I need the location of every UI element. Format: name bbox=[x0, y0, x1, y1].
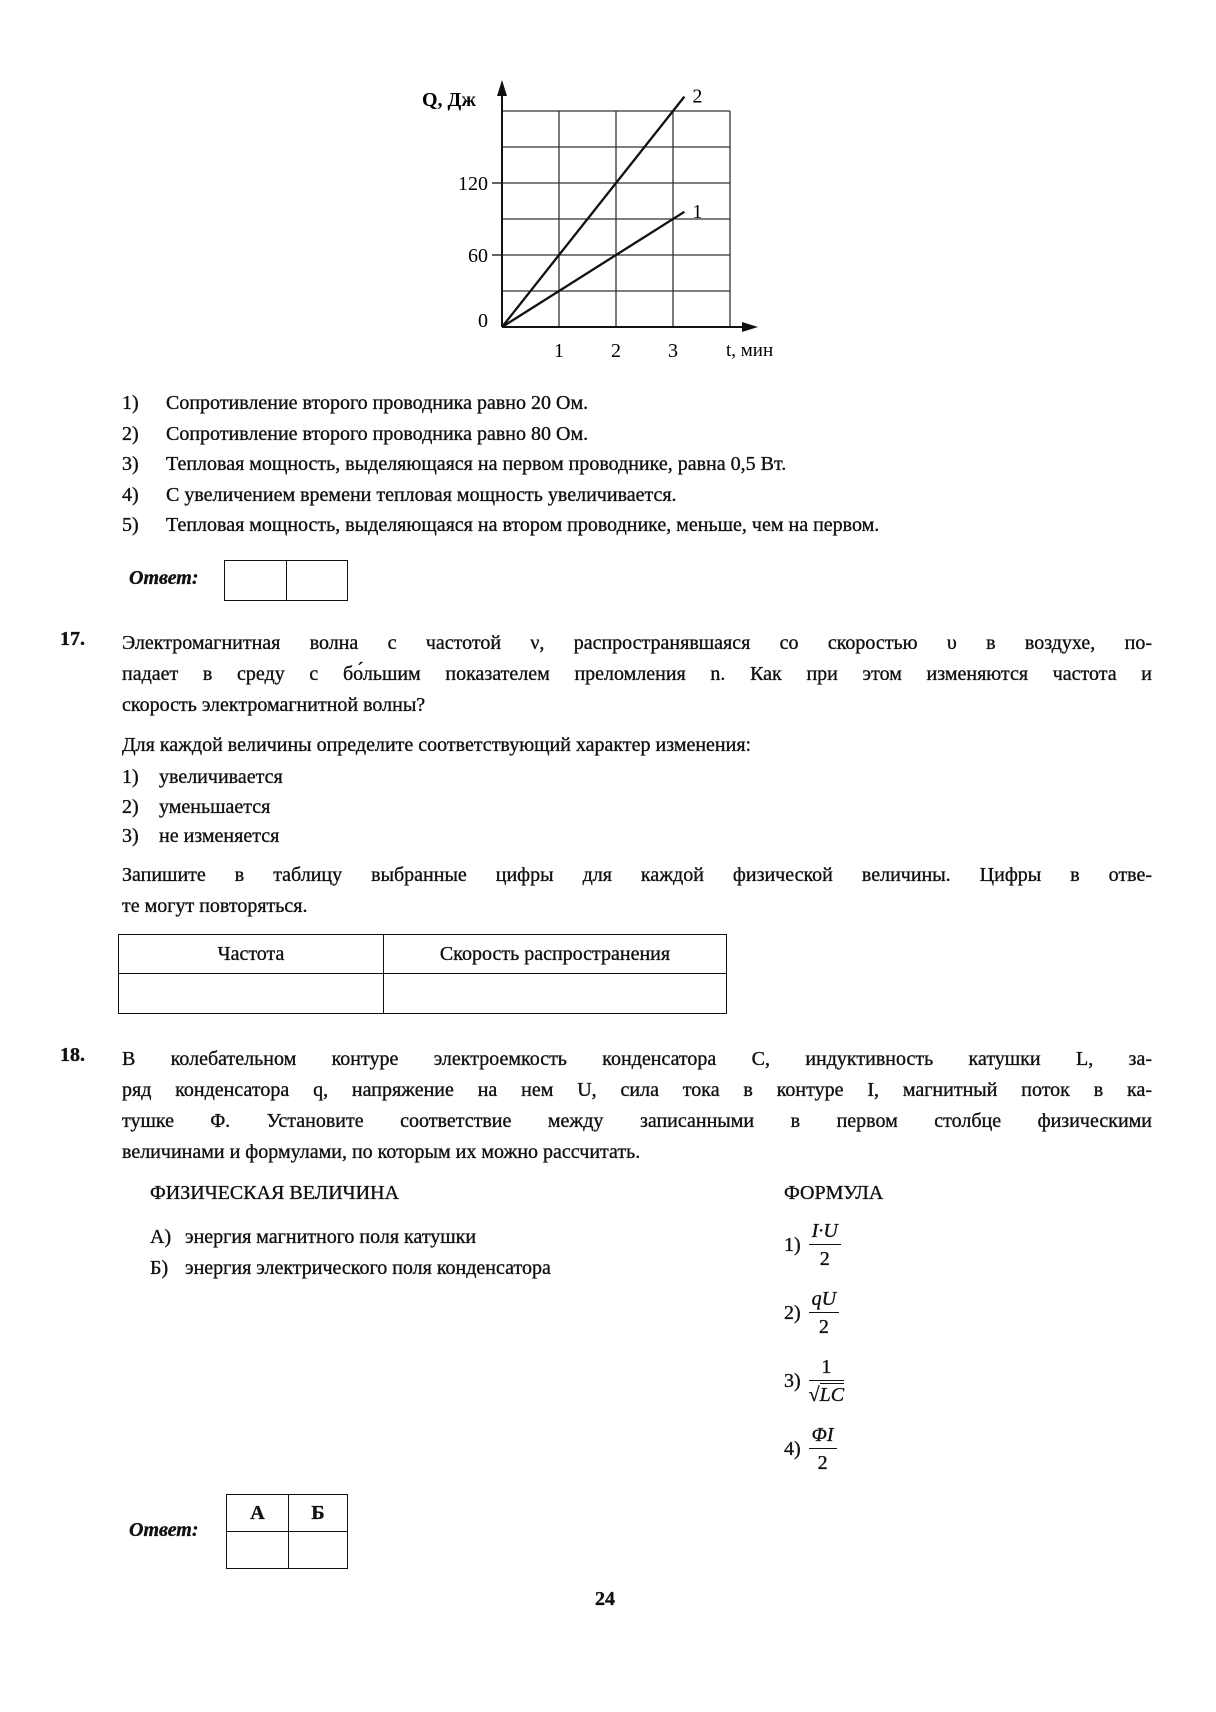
formula-number: 2) bbox=[784, 1302, 801, 1324]
option-text: Тепловая мощность, выделяющаяся на первом проводнике, равна 0,5 Вт. bbox=[166, 453, 787, 475]
denominator: 2 bbox=[817, 1452, 828, 1474]
question-17-text bbox=[122, 628, 1152, 721]
denominator: 2 bbox=[819, 1248, 830, 1270]
numerator: ΦI bbox=[811, 1424, 834, 1446]
denominator bbox=[809, 1381, 844, 1409]
option-text: Сопротивление второго проводника равно 80 Ом. bbox=[166, 422, 589, 445]
text-line: скорость электромагнитной волны? bbox=[122, 694, 426, 716]
formula-number: 3) bbox=[784, 1370, 801, 1392]
fraction bbox=[809, 1354, 844, 1409]
option-text: С увеличением времени тепловая мощность увеличивается. bbox=[166, 483, 677, 506]
text-line: те могут повторяться. bbox=[122, 895, 308, 917]
radicand: LC bbox=[819, 1384, 845, 1406]
text-line: Запишите в таблицу выбранные цифры для каждой физической величины. Цифры в отве- bbox=[122, 864, 1152, 886]
choice-number: 1) bbox=[122, 766, 139, 788]
answer-label-16: Ответ: bbox=[129, 567, 199, 589]
choice-number: 2) bbox=[122, 795, 139, 818]
numerator: qU bbox=[811, 1288, 837, 1310]
option-number: 1) bbox=[122, 392, 139, 414]
x-tick-label: 1 bbox=[554, 340, 564, 362]
answer-cell-a[interactable] bbox=[227, 1532, 289, 1569]
question-17-answer-table bbox=[118, 934, 727, 1014]
answer-label-18: Ответ: bbox=[129, 1519, 199, 1541]
choice-number: 3) bbox=[122, 825, 139, 847]
option-text: Сопротивление второго проводника равно 20 Ом. bbox=[166, 392, 589, 414]
formula-1 bbox=[784, 1218, 841, 1273]
series-line-2 bbox=[502, 97, 684, 327]
question-18-text bbox=[122, 1044, 1152, 1168]
question-17-instruction: Для каждой величины определите соответствующий характер изменения: bbox=[122, 734, 752, 756]
formula-number: 4) bbox=[784, 1438, 801, 1460]
series-line-1 bbox=[502, 212, 684, 327]
option-number: 2) bbox=[122, 422, 139, 445]
fraction bbox=[809, 1286, 839, 1341]
option-number: 5) bbox=[122, 514, 139, 536]
y-tick-label: 60 bbox=[468, 245, 488, 267]
x-tick-label: 2 bbox=[611, 340, 621, 362]
quantity-letter: Б) bbox=[150, 1257, 169, 1279]
series-label-1: 1 bbox=[692, 200, 703, 223]
column-header-formula: ФОРМУЛА bbox=[784, 1182, 884, 1204]
answer-box-16[interactable] bbox=[224, 560, 348, 601]
answer-cell-speed[interactable] bbox=[384, 974, 727, 1014]
formula-2 bbox=[784, 1286, 839, 1341]
question-17-write-instruction bbox=[122, 860, 1152, 922]
y-axis-label: Q, Дж bbox=[422, 89, 476, 111]
x-axis-arrow bbox=[742, 322, 758, 332]
formula-4 bbox=[784, 1422, 837, 1477]
quantity-text: энергия магнитного поля катушки bbox=[185, 1226, 477, 1248]
numerator: I·U bbox=[811, 1220, 838, 1242]
fraction bbox=[809, 1422, 837, 1477]
quantity-letter: А) bbox=[150, 1226, 172, 1248]
option-number: 3) bbox=[122, 453, 139, 475]
header-frequency: Частота bbox=[119, 935, 384, 974]
fraction bbox=[809, 1218, 841, 1273]
denominator: 2 bbox=[818, 1316, 829, 1338]
header-b: Б bbox=[289, 1495, 348, 1532]
choice-text: уменьшается bbox=[159, 795, 271, 818]
answer-cell-divider bbox=[286, 561, 287, 600]
heat-vs-time-chart bbox=[400, 70, 820, 370]
text-line: Электромагнитная волна с частотой ν, распространявшаяся со скоростью υ в воздухе, по- bbox=[122, 632, 1152, 654]
text-line: тушке Φ. Установите соответствие между записанными в первом столбце физическими bbox=[122, 1110, 1152, 1132]
sqrt-icon: √ bbox=[808, 1384, 820, 1406]
x-axis-label: t, мин bbox=[726, 340, 774, 361]
text-line: ряд конденсатора q, напряжение на нем U, сила тока в контуре I, магнитный поток в ка- bbox=[122, 1079, 1152, 1101]
column-header-quantity: ФИЗИЧЕСКАЯ ВЕЛИЧИНА bbox=[150, 1182, 400, 1204]
answer-cell-frequency[interactable] bbox=[119, 974, 384, 1014]
formula-number: 1) bbox=[784, 1234, 801, 1256]
numerator: 1 bbox=[821, 1356, 832, 1378]
quantity-text: энергия электрического поля конденсатора bbox=[185, 1257, 551, 1279]
question-18-answer-table bbox=[226, 1494, 348, 1569]
y-axis-arrow bbox=[497, 80, 507, 96]
y-tick-label: 120 bbox=[458, 173, 488, 195]
text-line: падает в среду с бо́льшим показателем преломления n. Как при этом изменяются частота и bbox=[122, 663, 1152, 685]
option-number: 4) bbox=[122, 483, 139, 506]
text-line: величинами и формулами, по которым их можно рассчитать. bbox=[122, 1141, 641, 1163]
page-number: 24 bbox=[595, 1588, 615, 1610]
header-a: А bbox=[227, 1495, 289, 1532]
question-17-number: 17. bbox=[60, 628, 85, 650]
series-label-2: 2 bbox=[692, 85, 703, 108]
choice-text: не изменяется bbox=[159, 825, 280, 847]
header-speed: Скорость распространения bbox=[384, 935, 727, 974]
answer-cell-b[interactable] bbox=[289, 1532, 348, 1569]
y-tick-label: 0 bbox=[478, 310, 488, 332]
choice-text: увеличивается bbox=[159, 766, 283, 788]
option-text: Тепловая мощность, выделяющаяся на втором проводнике, меньше, чем на первом. bbox=[166, 514, 880, 536]
text-line: В колебательном контуре электроемкость конденсатора C, индуктивность катушки L, за- bbox=[122, 1048, 1152, 1070]
x-tick-label: 3 bbox=[668, 340, 678, 362]
formula-3 bbox=[784, 1354, 844, 1409]
question-18-number: 18. bbox=[60, 1044, 85, 1066]
